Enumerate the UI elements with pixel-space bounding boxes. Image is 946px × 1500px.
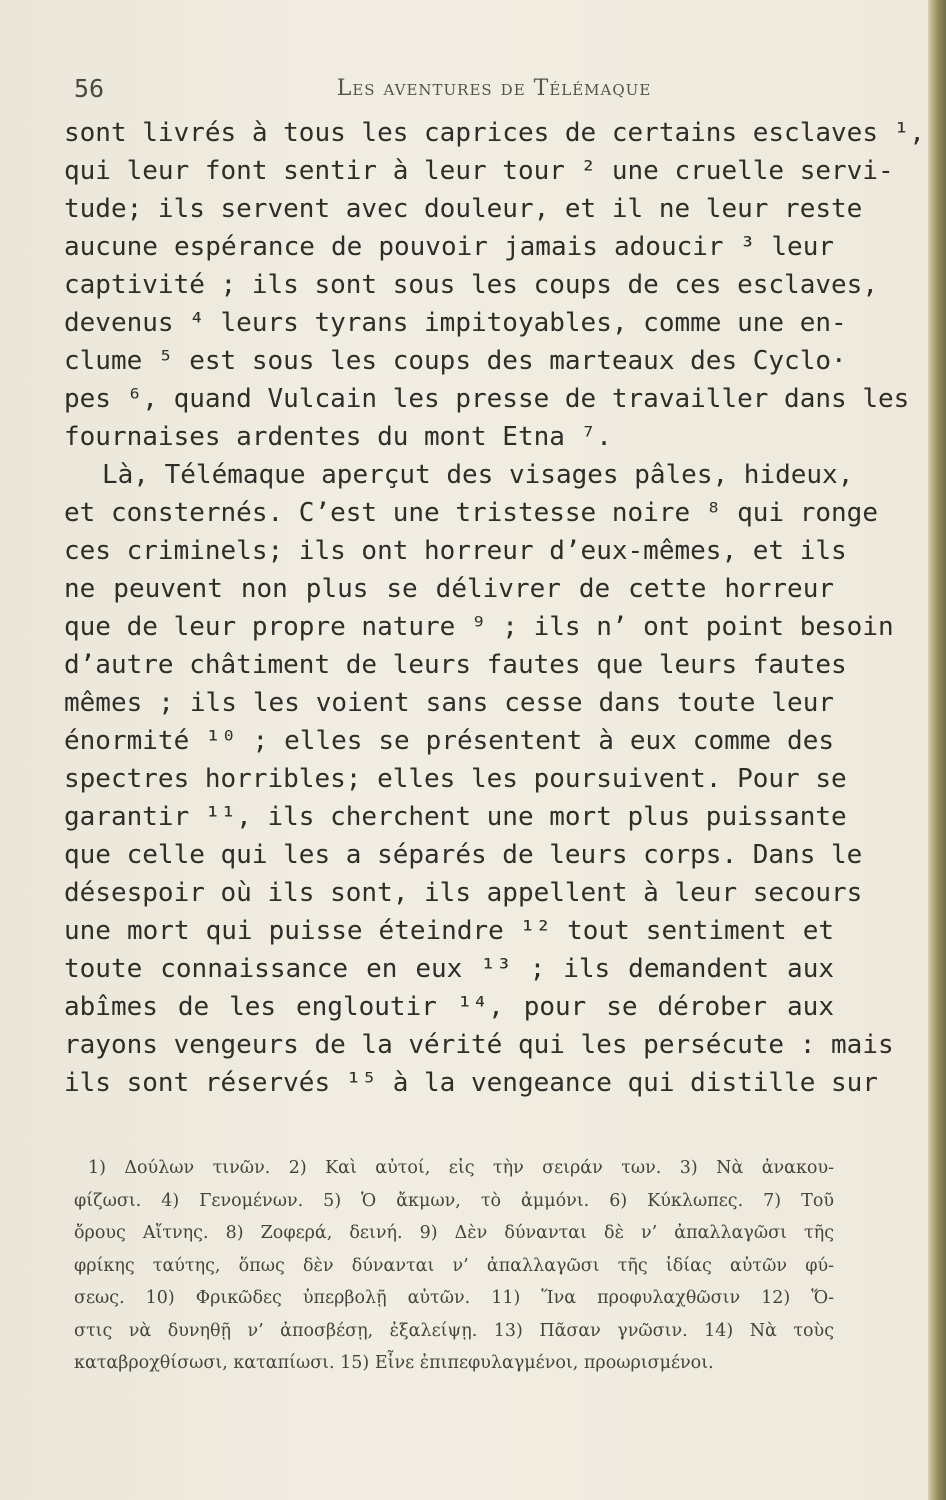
text-line: que de leur propre nature ⁹ ; ils n’ ont point besoin [64,612,894,642]
text-line: et consternés. C’est une tristesse noire ⁸ qui ronge [64,498,878,528]
footnote-line: φρίκης ταύτης, ὅπως δὲν δύνανται ν’ ἀπαλλαγῶσι τῆς ἰδίας αὐτῶν φύ- [74,1255,834,1276]
text-line: d’autre châtiment de leurs fautes que leurs fautes [64,650,847,680]
page-number: 56 [74,74,105,103]
body-text [64,114,925,1102]
footnote-line: ὄρους Αἴτνης. 8) Ζοφερά, δεινή. 9) Δὲν δύνανται δὲ ν’ ἀπαλλαγῶσι τῆς [74,1223,834,1243]
text-line: garantir ¹¹, ils cherchent une mort plus puissante [64,802,847,832]
text-line: captivité ; ils sont sous les coups de ces esclaves, [64,270,878,300]
text-line: ils sont réservés ¹⁵ à la vengeance qui distille sur [64,1068,878,1098]
text-line: désespoir où ils sont, ils appellent à leur secours [64,878,863,908]
text-line: sont livrés à tous les caprices de certains esclaves ¹, [64,118,925,148]
page-header [74,72,834,108]
text-line: clume ⁵ est sous les coups des marteaux des Cyclo· [64,346,847,376]
text-line: tude; ils servent avec douleur, et il ne leur reste [64,194,863,224]
text-line: mêmes ; ils les voient sans cesse dans toute leur [64,688,834,718]
footnote-line: 1) Δούλων τινῶν. 2) Καὶ αὐτοί, εἰς τὴν σειράν των. 3) Νὰ ἀνακου- [88,1158,834,1178]
footnote-line: φίζωσι. 4) Γενομένων. 5) Ὁ ἄκμων, τὸ ἀμμόνι. 6) Κύκλωπες. 7) Τοῦ [74,1190,834,1211]
text-line: abîmes de les engloutir ¹⁴, pour se dérober aux [64,992,834,1022]
text-line: fournaises ardentes du mont Etna ⁷. [64,422,612,452]
text-line: ne peuvent non plus se délivrer de cette horreur [64,574,834,604]
footnote-line: σεως. 10) Φρικῶδες ὑπερβολῇ αὐτῶν. 11) Ἵνα προφυλαχθῶσιν 12) Ὅ- [74,1288,834,1308]
text-line: toute connaissance en eux ¹³ ; ils demandent aux [64,954,834,984]
text-line: qui leur font sentir à leur tour ² une cruelle servi- [64,156,894,186]
text-line: que celle qui les a séparés de leurs corps. Dans le [64,840,863,870]
text-line: pes ⁶, quand Vulcain les presse de travailler dans les [64,384,910,414]
text-line: aucune espérance de pouvoir jamais adoucir ³ leur [64,232,834,262]
footnote-line: καταβροχθίσωσι, καταπίωσι. 15) Εἶνε ἐπιπεφυλαγμένοι, προωρισμένοι. [74,1353,714,1373]
text-line: devenus ⁴ leurs tyrans impitoyables, comme une en- [64,308,847,338]
text-line: rayons vengeurs de la vérité qui les persécute : mais [64,1030,894,1060]
page-edge [928,0,946,1500]
text-line: énormité ¹⁰ ; elles se présentent à eux comme des [64,726,834,756]
footnotes [74,1152,834,1380]
text-line: une mort qui puisse éteindre ¹² tout sentiment et [64,916,834,946]
text-line: spectres horribles; elles les poursuivent. Pour se [64,764,847,794]
running-title: Les aventures de Télémaque [336,76,652,101]
footnote-line: στις νὰ δυνηθῇ ν’ ἀποσβέσῃ, ἐξαλείψῃ. 13) Πᾶσαν γνῶσιν. 14) Νὰ τοὺς [74,1320,834,1341]
text-line: Là, Télémaque aperçut des visages pâles, hideux, [102,460,854,490]
text-line: ces criminels; ils ont horreur d’eux-mêmes, et ils [64,536,847,566]
